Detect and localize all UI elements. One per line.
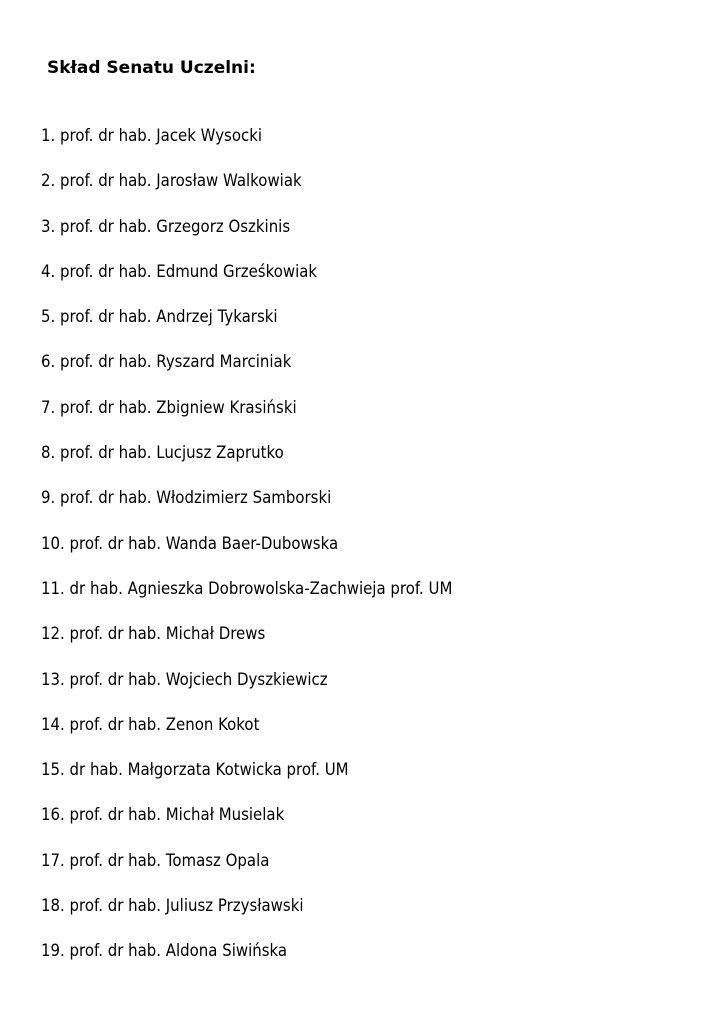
senate-member-list <box>41 124 509 985</box>
list-item: 6. prof. dr hab. Ryszard Marciniak <box>41 352 292 373</box>
list-item: 1. prof. dr hab. Jacek Wysocki <box>41 126 263 146</box>
list-item: 7. prof. dr hab. Zbigniew Krasiński <box>41 397 297 418</box>
list-item: 11. dr hab. Agnieszka Dobrowolska-Zachwieja prof. UM <box>41 578 453 599</box>
list-item: 8. prof. dr hab. Lucjusz Zaprutko <box>41 443 284 464</box>
list-item: 19. prof. dr hab. Aldona Siwińska <box>41 941 288 962</box>
list-item: 10. prof. dr hab. Wanda Baer-Dubowska <box>41 533 339 554</box>
list-item: 18. prof. dr hab. Juliusz Przysławski <box>41 896 304 917</box>
list-item: 13. prof. dr hab. Wojciech Dyszkiewicz <box>41 669 328 690</box>
list-item: 3. prof. dr hab. Grzegorz Oszkinis <box>41 216 291 237</box>
list-item: 16. prof. dr hab. Michał Musielak <box>41 805 285 826</box>
list-item: 5. prof. dr hab. Andrzej Tykarski <box>41 307 278 328</box>
list-item: 9. prof. dr hab. Włodzimierz Samborski <box>41 488 332 509</box>
list-item: 12. prof. dr hab. Michał Drews <box>41 624 266 645</box>
page-title: Skład Senatu Uczelni: <box>47 58 256 78</box>
list-item: 17. prof. dr hab. Tomasz Opala <box>41 850 270 871</box>
list-item: 4. prof. dr hab. Edmund Grześkowiak <box>41 261 318 282</box>
list-item: 2. prof. dr hab. Jarosław Walkowiak <box>41 171 302 192</box>
list-item: 15. dr hab. Małgorzata Kotwicka prof. UM <box>41 760 349 781</box>
list-item: 14. prof. dr hab. Zenon Kokot <box>41 714 260 735</box>
